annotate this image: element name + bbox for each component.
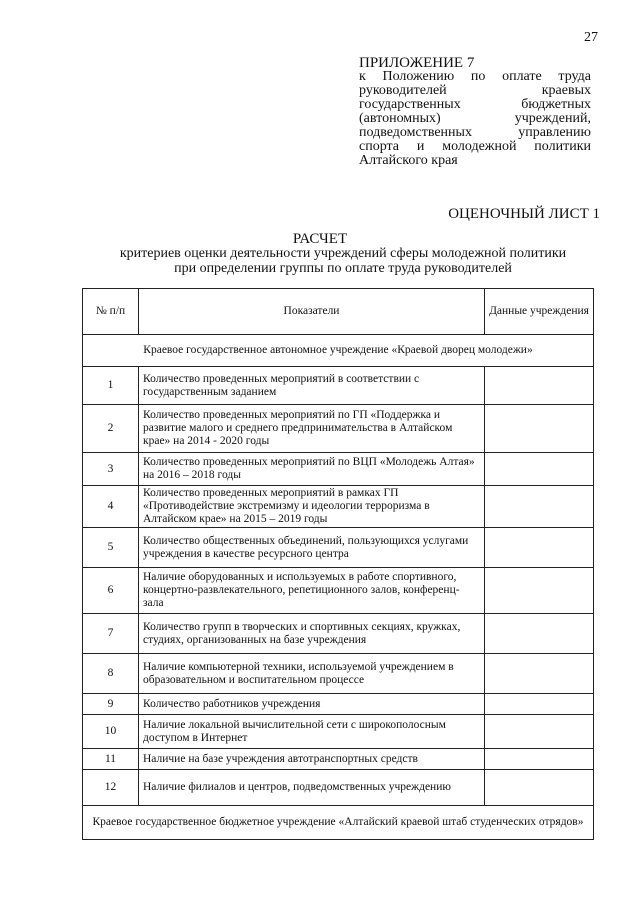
row-number: 12 — [83, 770, 139, 806]
row-number: 2 — [83, 405, 139, 453]
row-data-cell[interactable] — [485, 528, 594, 568]
appendix-body: к Положению по оплате труда руководителей краевых государственных бюджетных (автономных) учреждений, подведомственных управлению спорта и молодежной политики Алтайского края — [359, 69, 591, 168]
row-indicator: Наличие оборудованных и используемых в работе спортивного, концертно-развлекательного, репетиционного залов, конференц-зала — [139, 568, 485, 614]
row-indicator: Количество групп в творческих и спортивных секциях, кружках, студиях, организованных на базе учреждения — [139, 614, 485, 654]
table-row — [83, 694, 594, 715]
row-number: 11 — [83, 749, 139, 770]
row-data-cell[interactable] — [485, 715, 594, 749]
row-number: 6 — [83, 568, 139, 614]
section-title: Краевое государственное бюджетное учреждение «Алтайский краевой штаб студенческих отрядов» — [83, 806, 594, 840]
appendix-block — [359, 56, 591, 168]
row-data-cell[interactable] — [485, 486, 594, 528]
table-row — [83, 614, 594, 654]
table-header-row — [83, 289, 594, 335]
row-indicator: Количество работников учреждения — [139, 694, 485, 715]
table-row — [83, 568, 594, 614]
row-indicator: Наличие на базе учреждения автотранспортных средств — [139, 749, 485, 770]
table-row — [83, 486, 594, 528]
row-indicator: Количество проведенных мероприятий по ВЦП «Молодежь Алтая» на 2016 – 2018 годы — [139, 453, 485, 486]
row-indicator: Наличие компьютерной техники, используемой учреждением в образовательном и воспитательном процессе — [139, 654, 485, 694]
page-number: 27 — [584, 30, 598, 45]
calc-title: РАСЧЕТ — [292, 231, 348, 247]
row-number: 8 — [83, 654, 139, 694]
row-indicator: Количество проведенных мероприятий по ГП «Поддержка и развитие малого и среднего предпринимательства в Алтайском крае» на 2014 - 2020 годы — [139, 405, 485, 453]
table-row — [83, 528, 594, 568]
section-row — [83, 335, 594, 367]
table-body — [83, 335, 594, 840]
row-indicator: Количество проведенных мероприятий в рамках ГП «Противодействие экстремизму и идеологии терроризма в Алтайском крае» на 2015 – 2019 годы — [139, 486, 485, 528]
row-number: 10 — [83, 715, 139, 749]
section-row — [83, 806, 594, 840]
row-data-cell[interactable] — [485, 405, 594, 453]
table-row — [83, 367, 594, 405]
row-data-cell[interactable] — [485, 367, 594, 405]
row-data-cell[interactable] — [485, 453, 594, 486]
row-number: 5 — [83, 528, 139, 568]
row-number: 4 — [83, 486, 139, 528]
row-indicator: Количество проведенных мероприятий в соответствии с государственным заданием — [139, 367, 485, 405]
row-data-cell[interactable] — [485, 568, 594, 614]
row-data-cell[interactable] — [485, 614, 594, 654]
row-number: 3 — [83, 453, 139, 486]
row-data-cell[interactable] — [485, 694, 594, 715]
calc-subtitle: критериев оценки деятельности учреждений сферы молодежной политики при определении группы по оплате труда руководителей — [119, 246, 567, 276]
table-row — [83, 654, 594, 694]
table-row — [83, 405, 594, 453]
section-title: Краевое государственное автономное учреждение «Краевой дворец молодежи» — [83, 335, 594, 367]
table-row — [83, 770, 594, 806]
row-number: 7 — [83, 614, 139, 654]
appendix-title: ПРИЛОЖЕНИЕ 7 — [359, 55, 475, 71]
row-data-cell[interactable] — [485, 654, 594, 694]
header-name: Показатели — [139, 289, 485, 335]
table-row — [83, 715, 594, 749]
header-num: № п/п — [83, 289, 139, 335]
row-data-cell[interactable] — [485, 749, 594, 770]
row-indicator: Наличие локальной вычислительной сети с широкополосным доступом в Интернет — [139, 715, 485, 749]
row-number: 1 — [83, 367, 139, 405]
row-indicator: Количество общественных объединений, пользующихся услугами учреждения в качестве ресурсного центра — [139, 528, 485, 568]
sheet-label: ОЦЕНОЧНЫЙ ЛИСТ 1 — [448, 206, 600, 222]
table-row — [83, 749, 594, 770]
criteria-table — [82, 288, 594, 840]
row-data-cell[interactable] — [485, 770, 594, 806]
header-data: Данные учреждения — [485, 289, 594, 335]
row-indicator: Наличие филиалов и центров, подведомственных учреждению — [139, 770, 485, 806]
row-number: 9 — [83, 694, 139, 715]
table-row — [83, 453, 594, 486]
